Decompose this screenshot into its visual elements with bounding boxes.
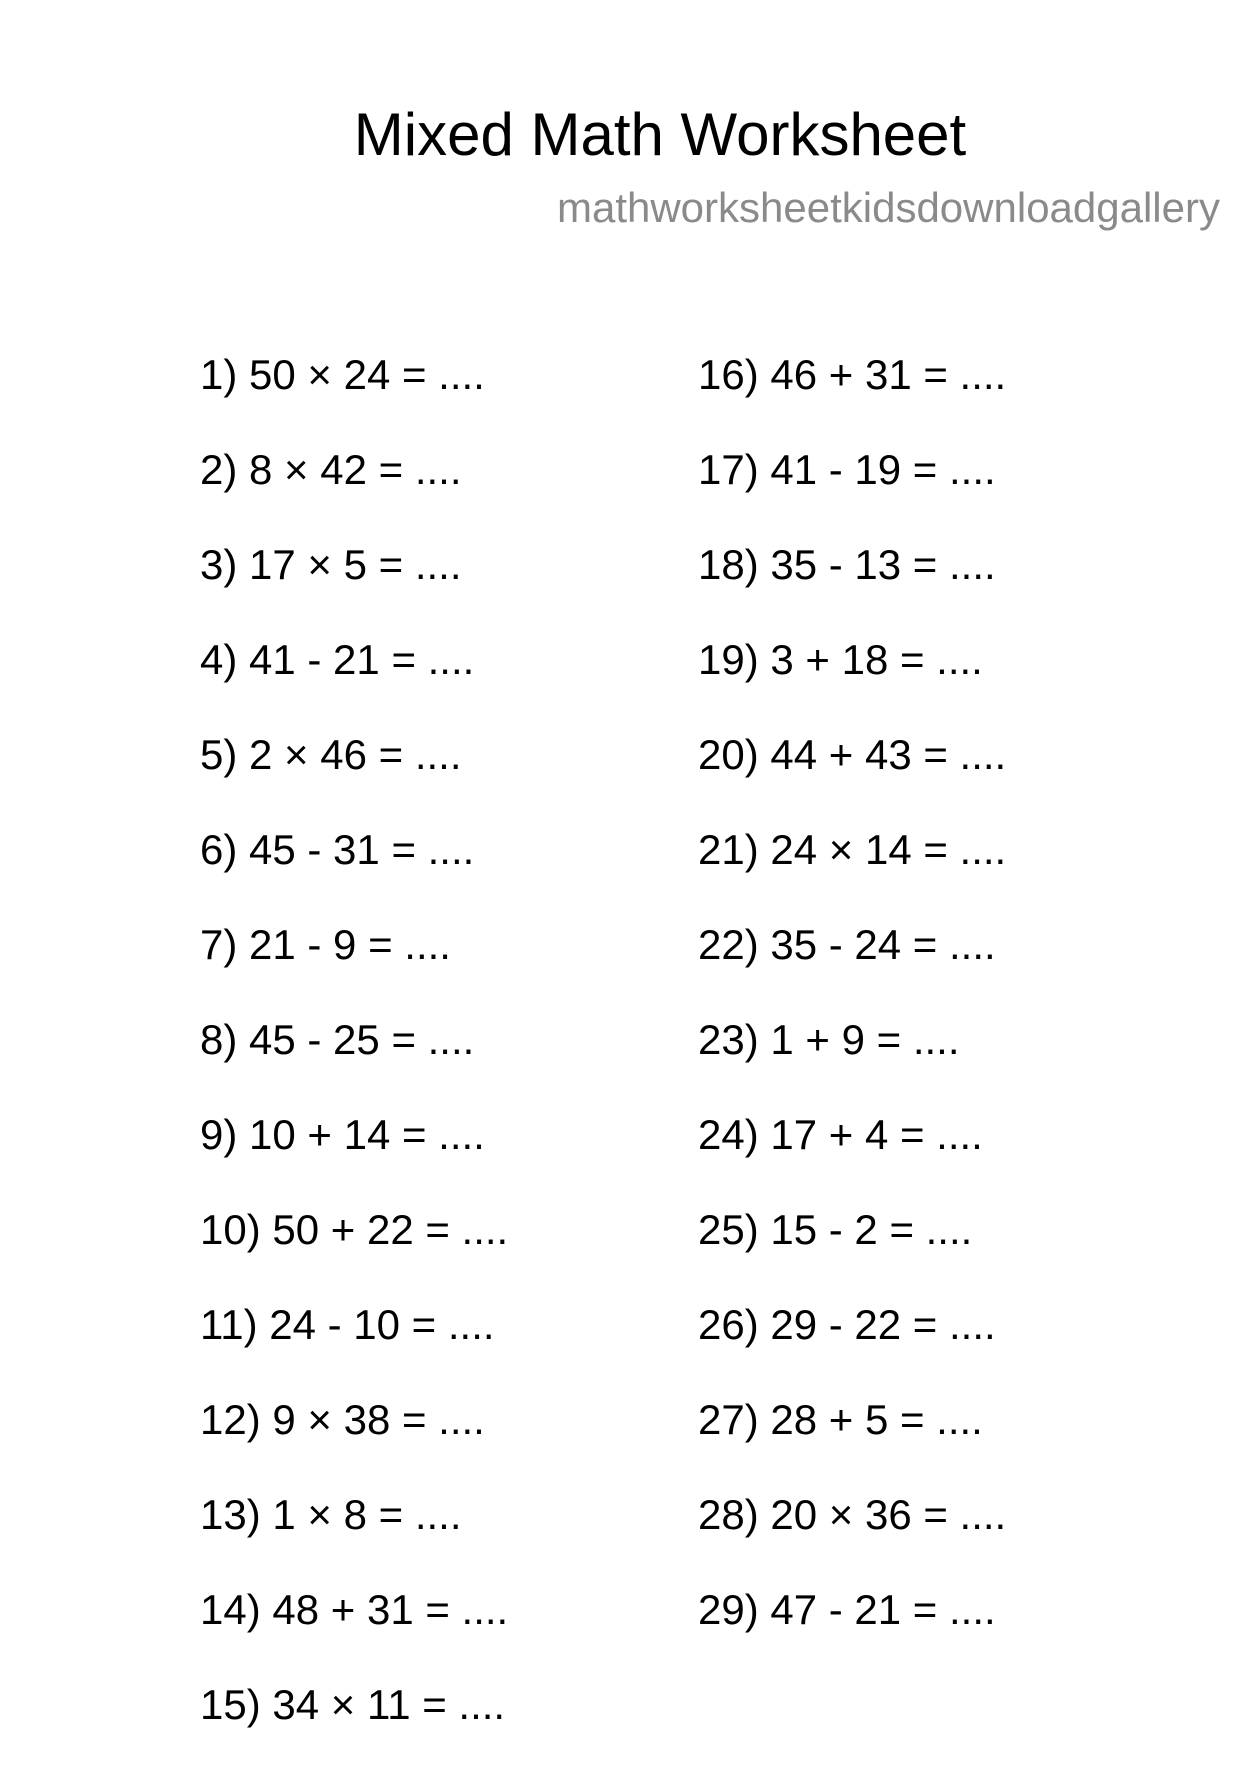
problem-column-left [200, 344, 508, 1769]
math-problem: 5) 2 × 46 = .... [200, 731, 462, 778]
math-problem: 6) 45 - 31 = .... [200, 826, 475, 873]
math-problem: 3) 17 × 5 = .... [200, 541, 462, 588]
math-problem: 26) 29 - 22 = .... [698, 1301, 996, 1348]
math-problem: 21) 24 × 14 = .... [698, 826, 1007, 873]
math-problem: 15) 34 × 11 = .... [200, 1681, 506, 1728]
math-problem: 1) 50 × 24 = .... [200, 351, 485, 398]
math-problem: 19) 3 + 18 = .... [698, 636, 983, 683]
math-problem: 8) 45 - 25 = .... [200, 1016, 475, 1063]
math-problem: 14) 48 + 31 = .... [200, 1586, 509, 1633]
math-problem: 10) 50 + 22 = .... [200, 1206, 509, 1253]
source-watermark: mathworksheetkidsdownloadgallery [556, 184, 1220, 231]
math-problem: 29) 47 - 21 = .... [698, 1586, 996, 1633]
math-problem: 7) 21 - 9 = .... [200, 921, 451, 968]
math-problem: 17) 41 - 19 = .... [698, 446, 996, 493]
math-problem: 12) 9 × 38 = .... [200, 1396, 485, 1443]
math-problem: 28) 20 × 36 = .... [698, 1491, 1007, 1538]
math-problem: 23) 1 + 9 = .... [698, 1016, 960, 1063]
math-problem: 13) 1 × 8 = .... [200, 1491, 462, 1538]
math-problem: 18) 35 - 13 = .... [698, 541, 996, 588]
math-problem: 4) 41 - 21 = .... [200, 636, 475, 683]
math-problem: 9) 10 + 14 = .... [200, 1111, 485, 1158]
math-problem: 22) 35 - 24 = .... [698, 921, 996, 968]
math-problem: 25) 15 - 2 = .... [698, 1206, 973, 1253]
problem-column-right [698, 344, 1006, 1674]
math-problem: 11) 24 - 10 = .... [200, 1301, 495, 1348]
math-problem: 24) 17 + 4 = .... [698, 1111, 983, 1158]
math-problem: 20) 44 + 43 = .... [698, 731, 1007, 778]
worksheet-title: Mixed Math Worksheet [353, 101, 967, 168]
math-problem: 2) 8 × 42 = .... [200, 446, 462, 493]
math-problem: 27) 28 + 5 = .... [698, 1396, 983, 1443]
math-problem: 16) 46 + 31 = .... [698, 351, 1007, 398]
